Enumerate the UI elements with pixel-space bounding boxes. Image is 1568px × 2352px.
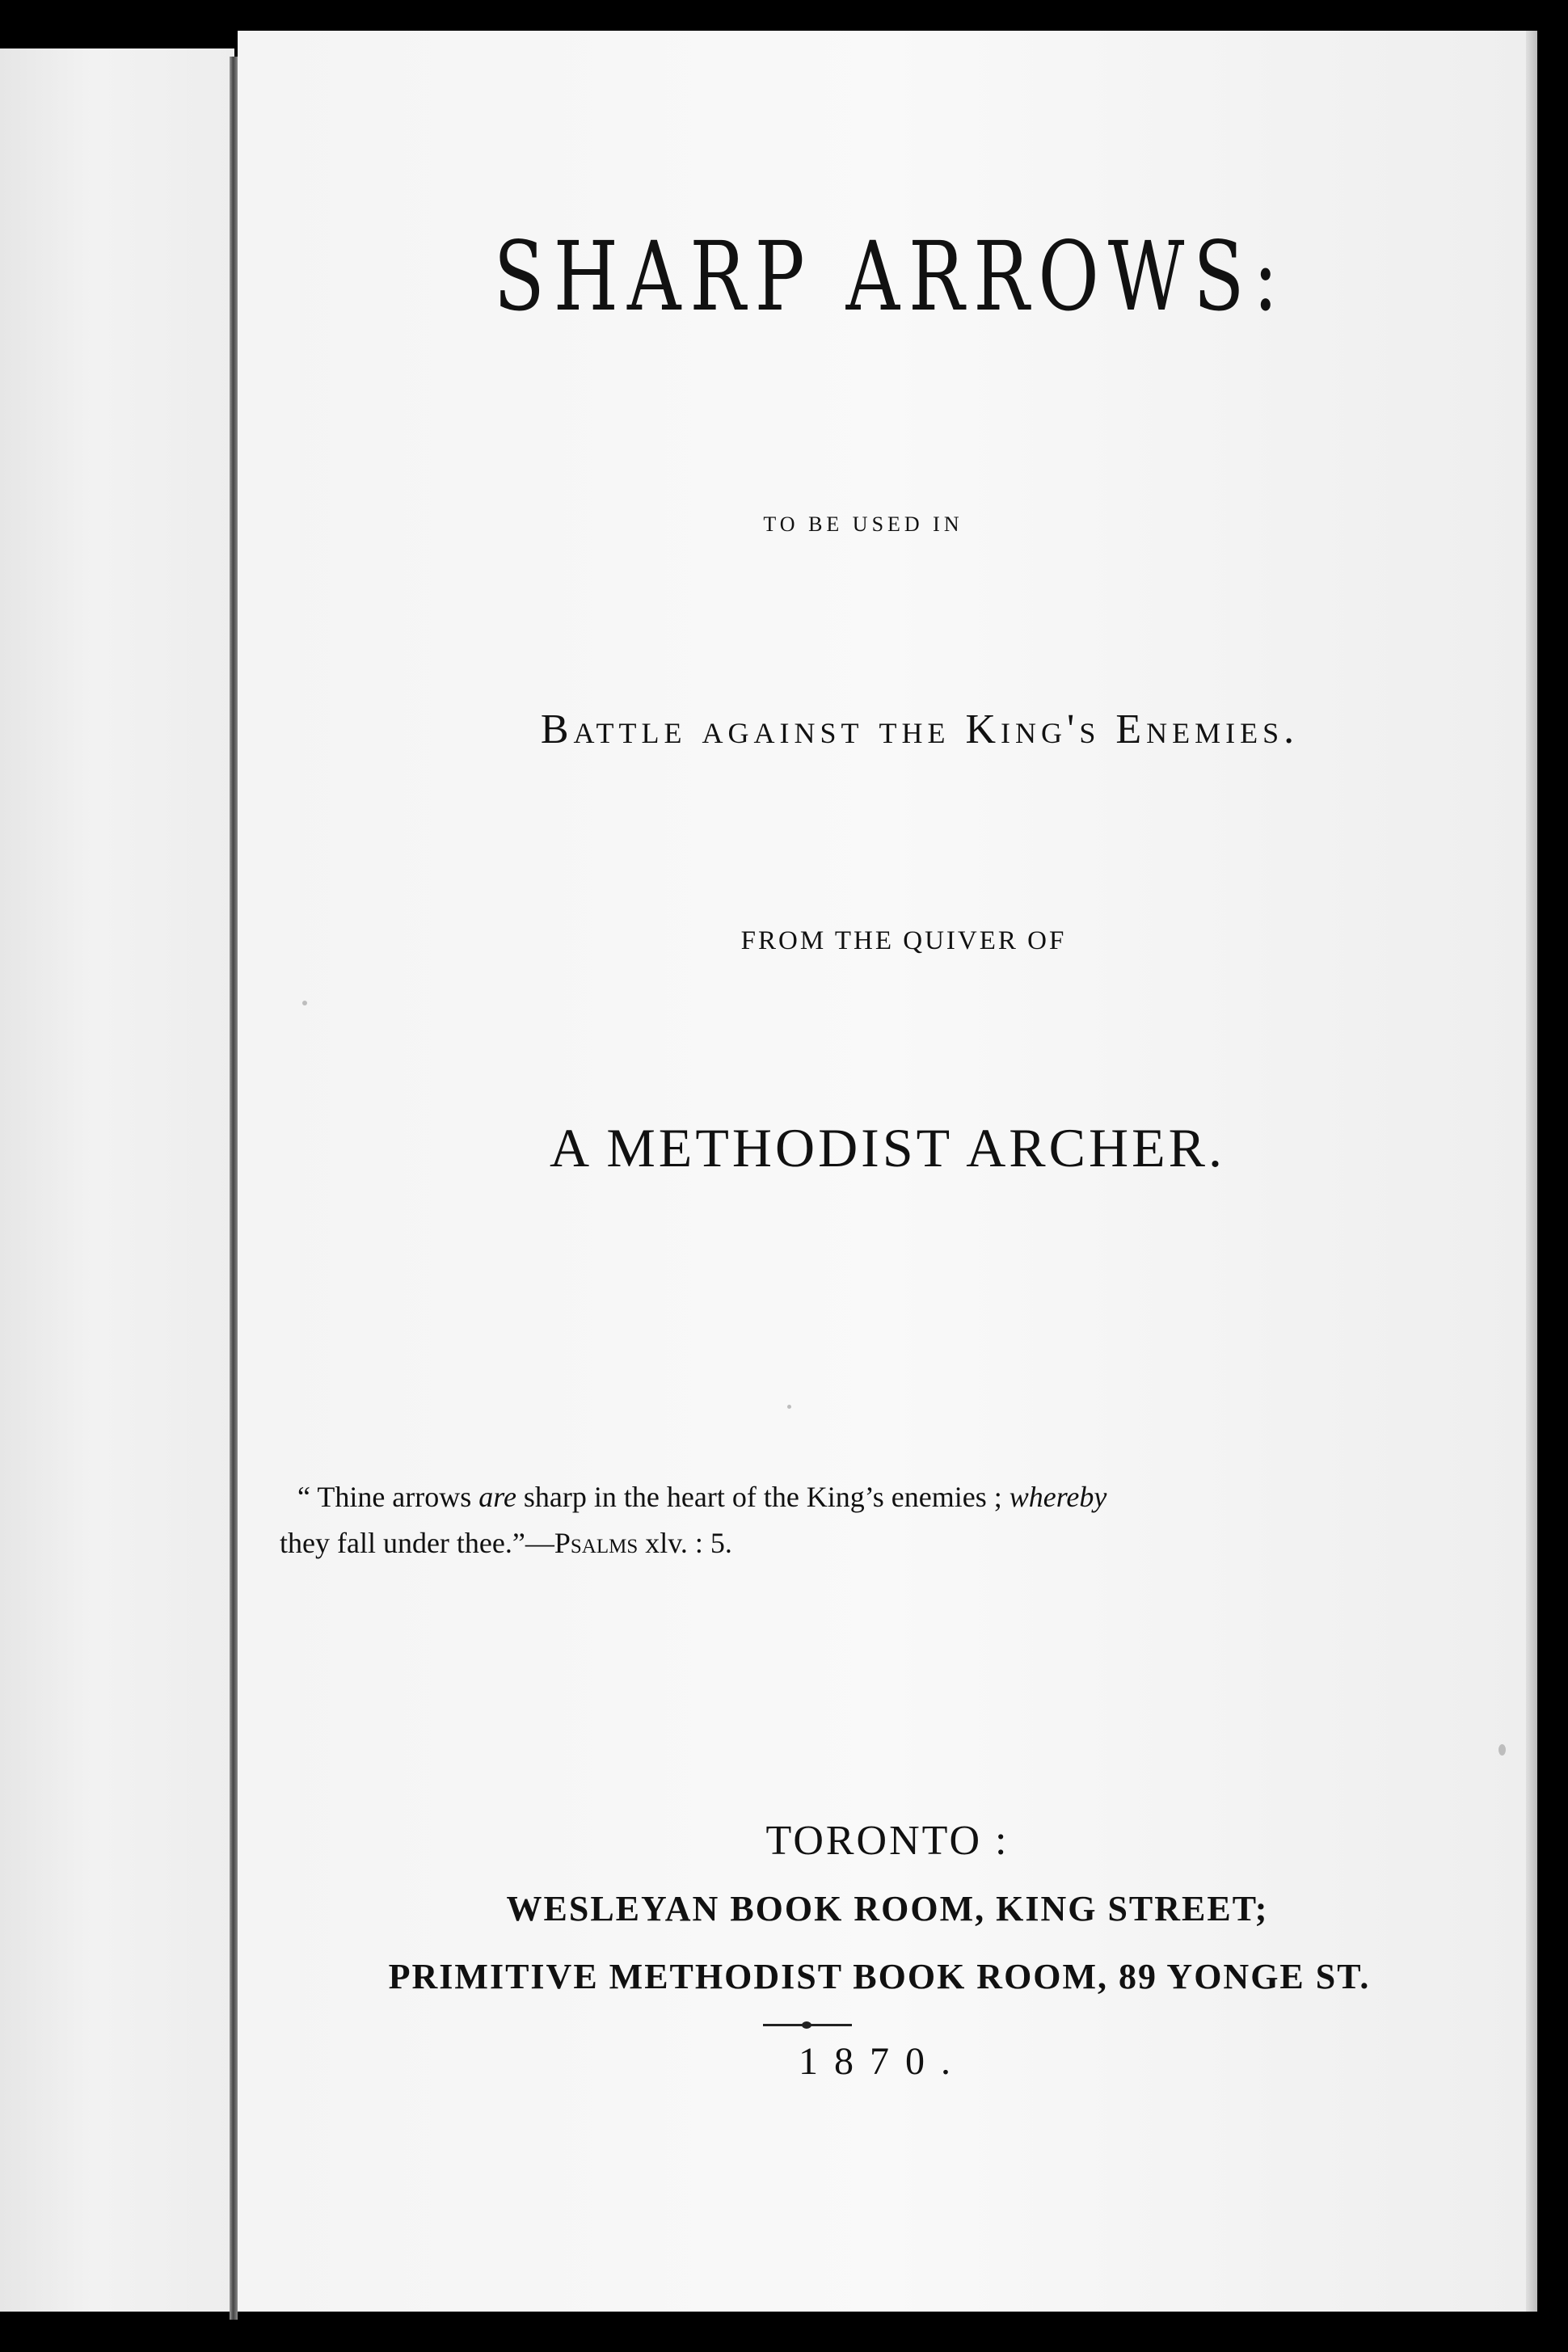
epigraph — [280, 1474, 1347, 1566]
left-blank-leaf — [0, 48, 234, 2312]
from-the-quiver: FROM THE QUIVER OF — [740, 926, 1067, 955]
epigraph-italic: whereby — [1009, 1481, 1107, 1513]
epigraph-line-2 — [280, 1520, 1347, 1566]
title-page — [238, 31, 1537, 2312]
paper-speck — [787, 1405, 791, 1409]
epigraph-text: “ Thine arrows — [297, 1481, 479, 1513]
book-title: SHARP ARROWS: — [493, 221, 1288, 332]
epigraph-text: they fall under thee.”— — [280, 1527, 554, 1559]
imprint-year: 1870. — [799, 2040, 967, 2083]
ornamental-rule — [763, 2024, 852, 2026]
epigraph-source: Psalms — [554, 1527, 639, 1559]
epigraph-line-1 — [280, 1474, 1347, 1520]
epigraph-text: sharp in the heart of the King’s enemies ; — [516, 1481, 1010, 1513]
epigraph-italic: are — [478, 1481, 516, 1513]
subtitle-battle: Battle against the King's Enemies. — [540, 706, 1300, 752]
paper-speck — [1498, 1744, 1506, 1756]
imprint-publisher-1: WESLEYAN BOOK ROOM, KING STREET; — [506, 1889, 1269, 1928]
paper-speck — [302, 1001, 307, 1005]
epigraph-reference: xlv. : 5. — [638, 1527, 732, 1559]
subtitle-to-be-used: TO BE USED IN — [763, 512, 963, 536]
imprint-city: TORONTO : — [765, 1818, 1010, 1864]
author-line: A METHODIST ARCHER. — [549, 1117, 1226, 1178]
imprint-publisher-2: PRIMITIVE METHODIST BOOK ROOM, 89 YONGE ST. — [388, 1957, 1371, 1996]
